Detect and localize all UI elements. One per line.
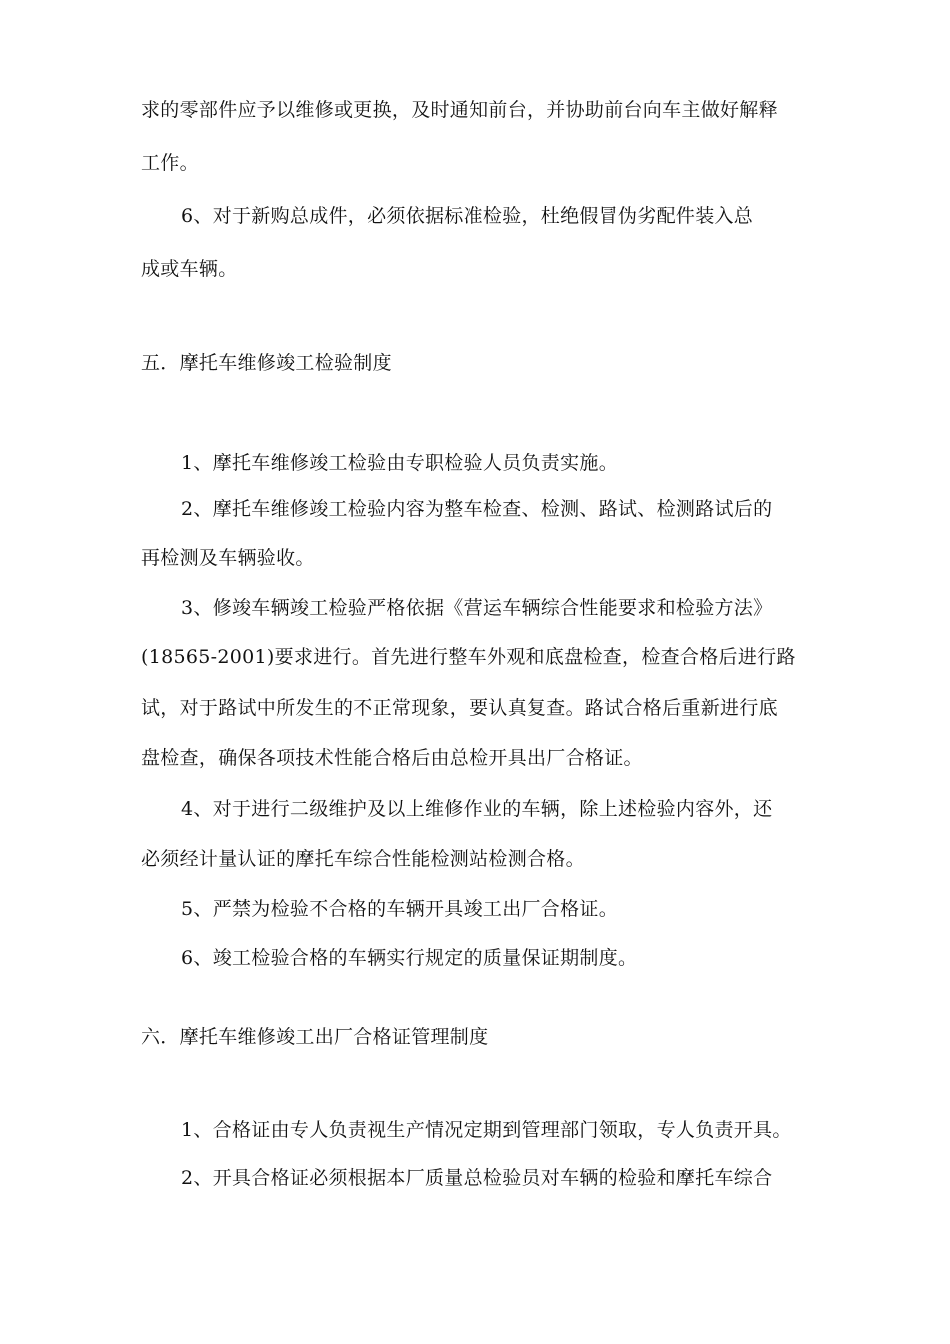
section-5-item-3-first-line: 3、修竣车辆竣工检验严格依据《营运车辆综合性能要求和检验方法》 <box>181 597 773 619</box>
section-5-item-2-first-line: 2、摩托车维修竣工检验内容为整车检查、检测、路试、检测路试后的 <box>181 498 773 520</box>
section-6-item-1: 1、合格证由专人负责视生产情况定期到管理部门领取，专人负责开具。 <box>181 1119 792 1141</box>
section-5-item-2-continuation-line: 再检测及车辆验收。 <box>141 547 315 569</box>
section-5-item-3-continuation-line: (18565-2001)要求进行。首先进行整车外观和底盘检查，检查合格后进行路 <box>141 646 796 668</box>
section-5-item-3-continuation-line: 盘检查，确保各项技术性能合格后由总检开具出厂合格证。 <box>141 747 643 769</box>
section-5-item-3-continuation-line: 试，对于路试中所发生的不正常现象，要认真复查。路试合格后重新进行底 <box>141 697 778 719</box>
paragraph-6-continuation-line: 成或车辆。 <box>141 258 238 280</box>
paragraph-6-first-line: 6、对于新购总成件，必须依据标准检验，杜绝假冒伪劣配件装入总 <box>181 205 754 227</box>
section-5-item-4-first-line: 4、对于进行二级维护及以上维修作业的车辆，除上述检验内容外，还 <box>181 798 773 820</box>
section-6-heading: 六．摩托车维修竣工出厂合格证管理制度 <box>141 1026 489 1048</box>
section-5-item-1: 1、摩托车维修竣工检验由专职检验人员负责实施。 <box>181 452 618 474</box>
paragraph-5-continuation-line: 求的零部件应予以维修或更换，及时通知前台，并协助前台向车主做好解释 <box>141 99 778 121</box>
section-5-heading: 五．摩托车维修竣工检验制度 <box>141 352 392 374</box>
section-5-item-4-continuation-line: 必须经计量认证的摩托车综合性能检测站检测合格。 <box>141 848 585 870</box>
paragraph-5-continuation-line: 工作。 <box>141 152 199 174</box>
section-5-item-6: 6、竣工检验合格的车辆实行规定的质量保证期制度。 <box>181 947 638 969</box>
section-5-item-5: 5、严禁为检验不合格的车辆开具竣工出厂合格证。 <box>181 898 618 920</box>
section-6-item-2-first-line: 2、开具合格证必须根据本厂质量总检验员对车辆的检验和摩托车综合 <box>181 1167 773 1189</box>
